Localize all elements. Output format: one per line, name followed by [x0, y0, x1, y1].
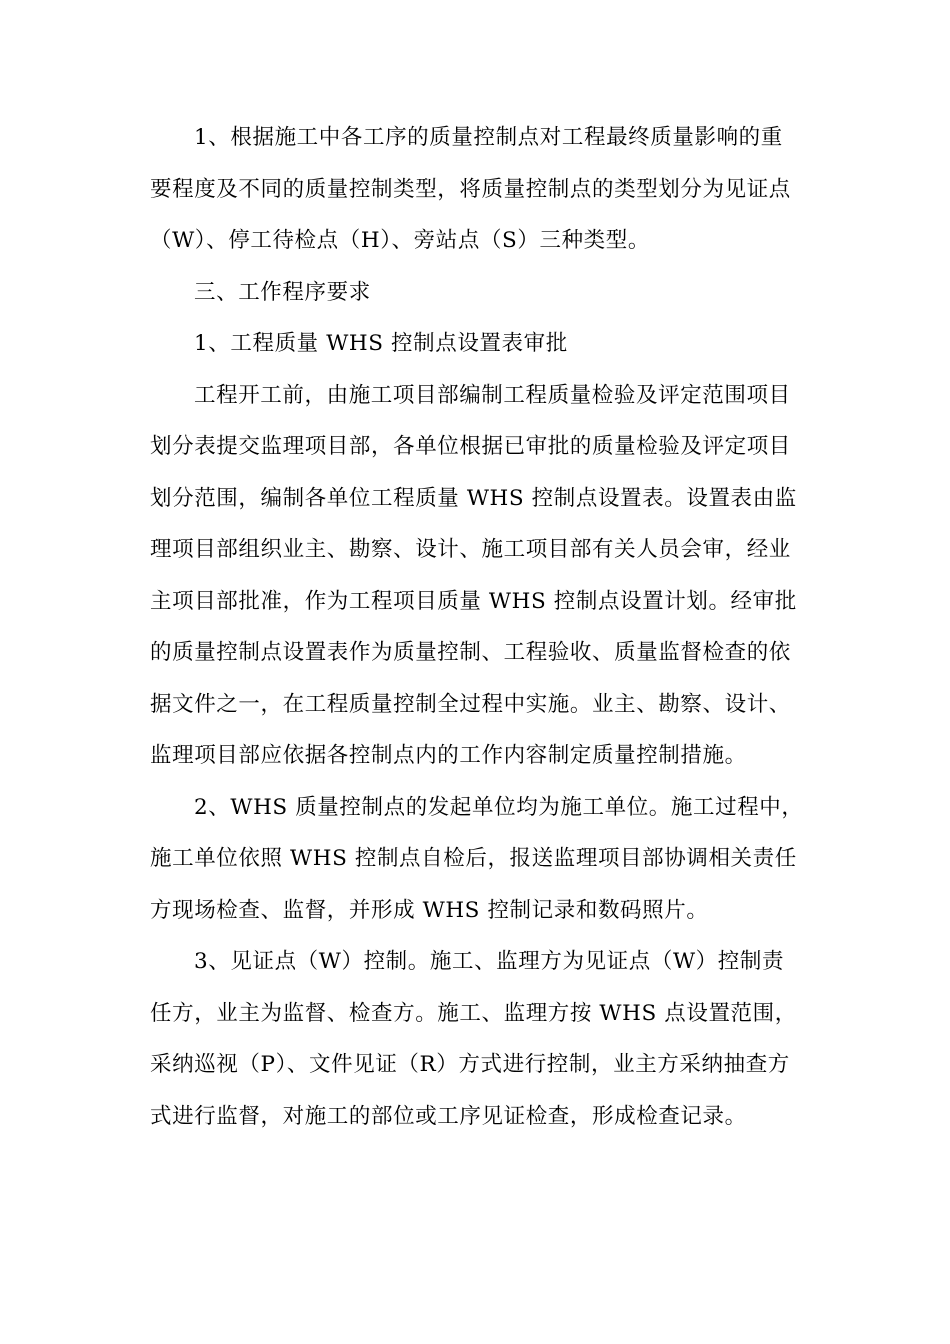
paragraph-line: 施工单位依照 WHS 控制点自检后，报送监理项目部协调相关责任: [150, 846, 797, 871]
paragraph-line: 的质量控制点设置表作为质量控制、工程验收、质量监督检查的依: [150, 640, 791, 665]
paragraph-line: 任方，业主为监督、检查方。施工、监理方按 WHS 点设置范围，: [150, 1000, 797, 1026]
paragraph-line: 理项目部组织业主、勘察、设计、施工项目部有关人员会审，经业: [150, 537, 791, 562]
paragraph-line: 方现场检查、监督，并形成 WHS 控制记录和数码照片。: [150, 897, 709, 923]
section-heading: 三、工作程序要求: [194, 279, 371, 305]
paragraph-line: 据文件之一，在工程质量控制全过程中实施。业主、勘察、设计、: [150, 691, 791, 717]
paragraph-line: 3、见证点（W）控制。施工、监理方为见证点（W）控制责: [194, 949, 785, 974]
document-body: [150, 112, 805, 1142]
paragraph-line: 采纳巡视（P）、文件见证（R）方式进行控制，业主方采纳抽查方: [150, 1052, 790, 1077]
paragraph-line: （W）、停工待检点（H）、旁站点（S）三种类型。: [150, 228, 650, 253]
paragraph-line: 监理项目部应依据各控制点内的工作内容制定质量控制措施。: [150, 743, 747, 768]
paragraph-line: 划分范围，编制各单位工程质量 WHS 控制点设置表。设置表由监: [150, 485, 797, 511]
paragraph-line: 要程度及不同的质量控制类型，将质量控制点的类型划分为见证点: [150, 176, 791, 202]
paragraph-line: 工程开工前，由施工项目部编制工程质量检验及评定范围项目: [194, 382, 791, 408]
subsection-heading: 1、工程质量 WHS 控制点设置表审批: [194, 331, 568, 356]
paragraph-line: 2、WHS 质量控制点的发起单位均为施工单位。施工过程中，: [194, 794, 804, 820]
paragraph-line: 主项目部批准，作为工程项目质量 WHS 控制点设置计划。经审批: [150, 588, 797, 614]
paragraph-line: 式进行监督，对施工的部位或工序见证检查，形成检查记录。: [150, 1103, 747, 1129]
paragraph-line: 划分表提交监理项目部，各单位根据已审批的质量检验及评定项目: [150, 434, 791, 459]
paragraph-line: 1、根据施工中各工序的质量控制点对工程最终质量影响的重: [194, 125, 783, 150]
